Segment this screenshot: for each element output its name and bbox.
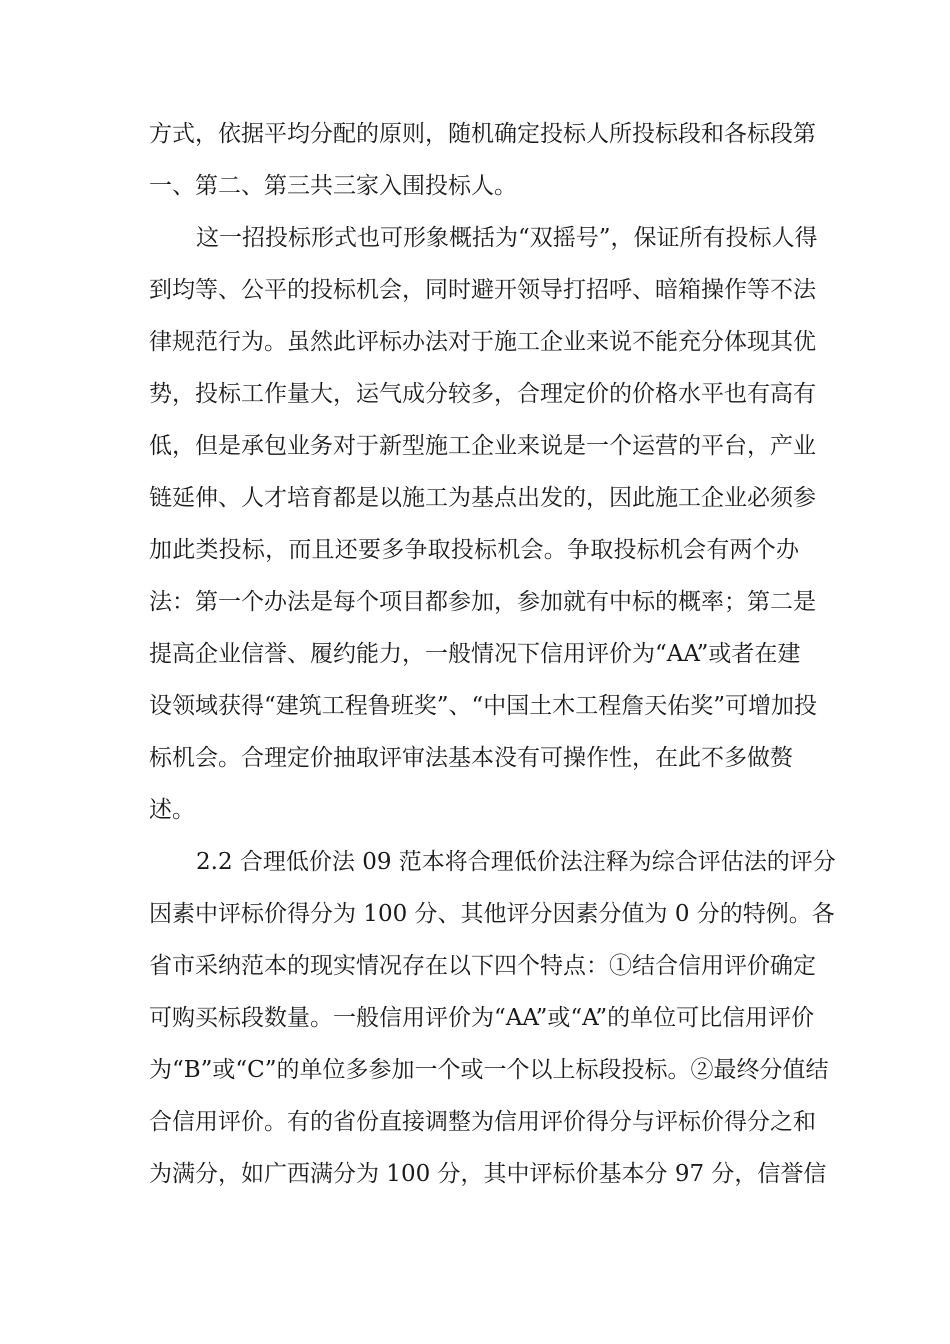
text-line: 述。 bbox=[149, 797, 195, 823]
text-line: 低，但是承包业务对于新型施工企业来说是一个运营的平台，产业 bbox=[149, 433, 816, 459]
text-line: 设领域获得“建筑工程鲁班奖”、“中国土木工程詹天佑奖”可增加投 bbox=[149, 693, 818, 719]
text-line: 链延伸、人才培育都是以施工为基点出发的，因此施工企业必须参 bbox=[149, 485, 816, 511]
text-line: 方式，依据平均分配的原则，随机确定投标人所投标段和各标段第 bbox=[149, 121, 816, 147]
text-line: 一、第二、第三共三家入围投标人。 bbox=[149, 173, 517, 199]
text-line: 到均等、公平的投标机会，同时避开领导打招呼、暗箱操作等不法 bbox=[149, 277, 816, 303]
text-line: 可购买标段数量。一般信用评价为“AA”或“A”的单位可比信用评价 bbox=[149, 1005, 815, 1031]
text-line: 律规范行为。虽然此评标办法对于施工企业来说不能充分体现其优 bbox=[149, 329, 816, 355]
text-line: 为“B”或“C”的单位多参加一个或一个以上标段投标。②最终分值结 bbox=[149, 1057, 829, 1083]
text-line: 因素中评标价得分为 100 分、其他评分因素分值为 0 分的特例。各 bbox=[149, 901, 835, 927]
text-line: 标机会。合理定价抽取评审法基本没有可操作性，在此不多做赘 bbox=[149, 745, 793, 771]
text-line: 这一招投标形式也可形象概括为“双摇号”，保证所有投标人得 bbox=[196, 225, 818, 251]
text-line: 合信用评价。有的省份直接调整为信用评价得分与评标价得分之和 bbox=[149, 1109, 816, 1135]
text-line: 势，投标工作量大，运气成分较多，合理定价的价格水平也有高有 bbox=[149, 381, 816, 407]
text-line: 加此类投标，而且还要多争取投标机会。争取投标机会有两个办 bbox=[149, 537, 799, 563]
text-line: 为满分，如广西满分为 100 分，其中评标价基本分 97 分，信誉信 bbox=[149, 1161, 827, 1187]
text-line: 省市采纳范本的现实情况存在以下四个特点：①结合信用评价确定 bbox=[149, 953, 816, 979]
text-line: 提高企业信誉、履约能力，一般情况下信用评价为“AA”或者在建 bbox=[149, 641, 801, 667]
text-line: 2.2 合理低价法 09 范本将合理低价法注释为综合评估法的评分 bbox=[196, 849, 836, 875]
text-line: 法：第一个办法是每个项目都参加，参加就有中标的概率；第二是 bbox=[149, 589, 816, 615]
